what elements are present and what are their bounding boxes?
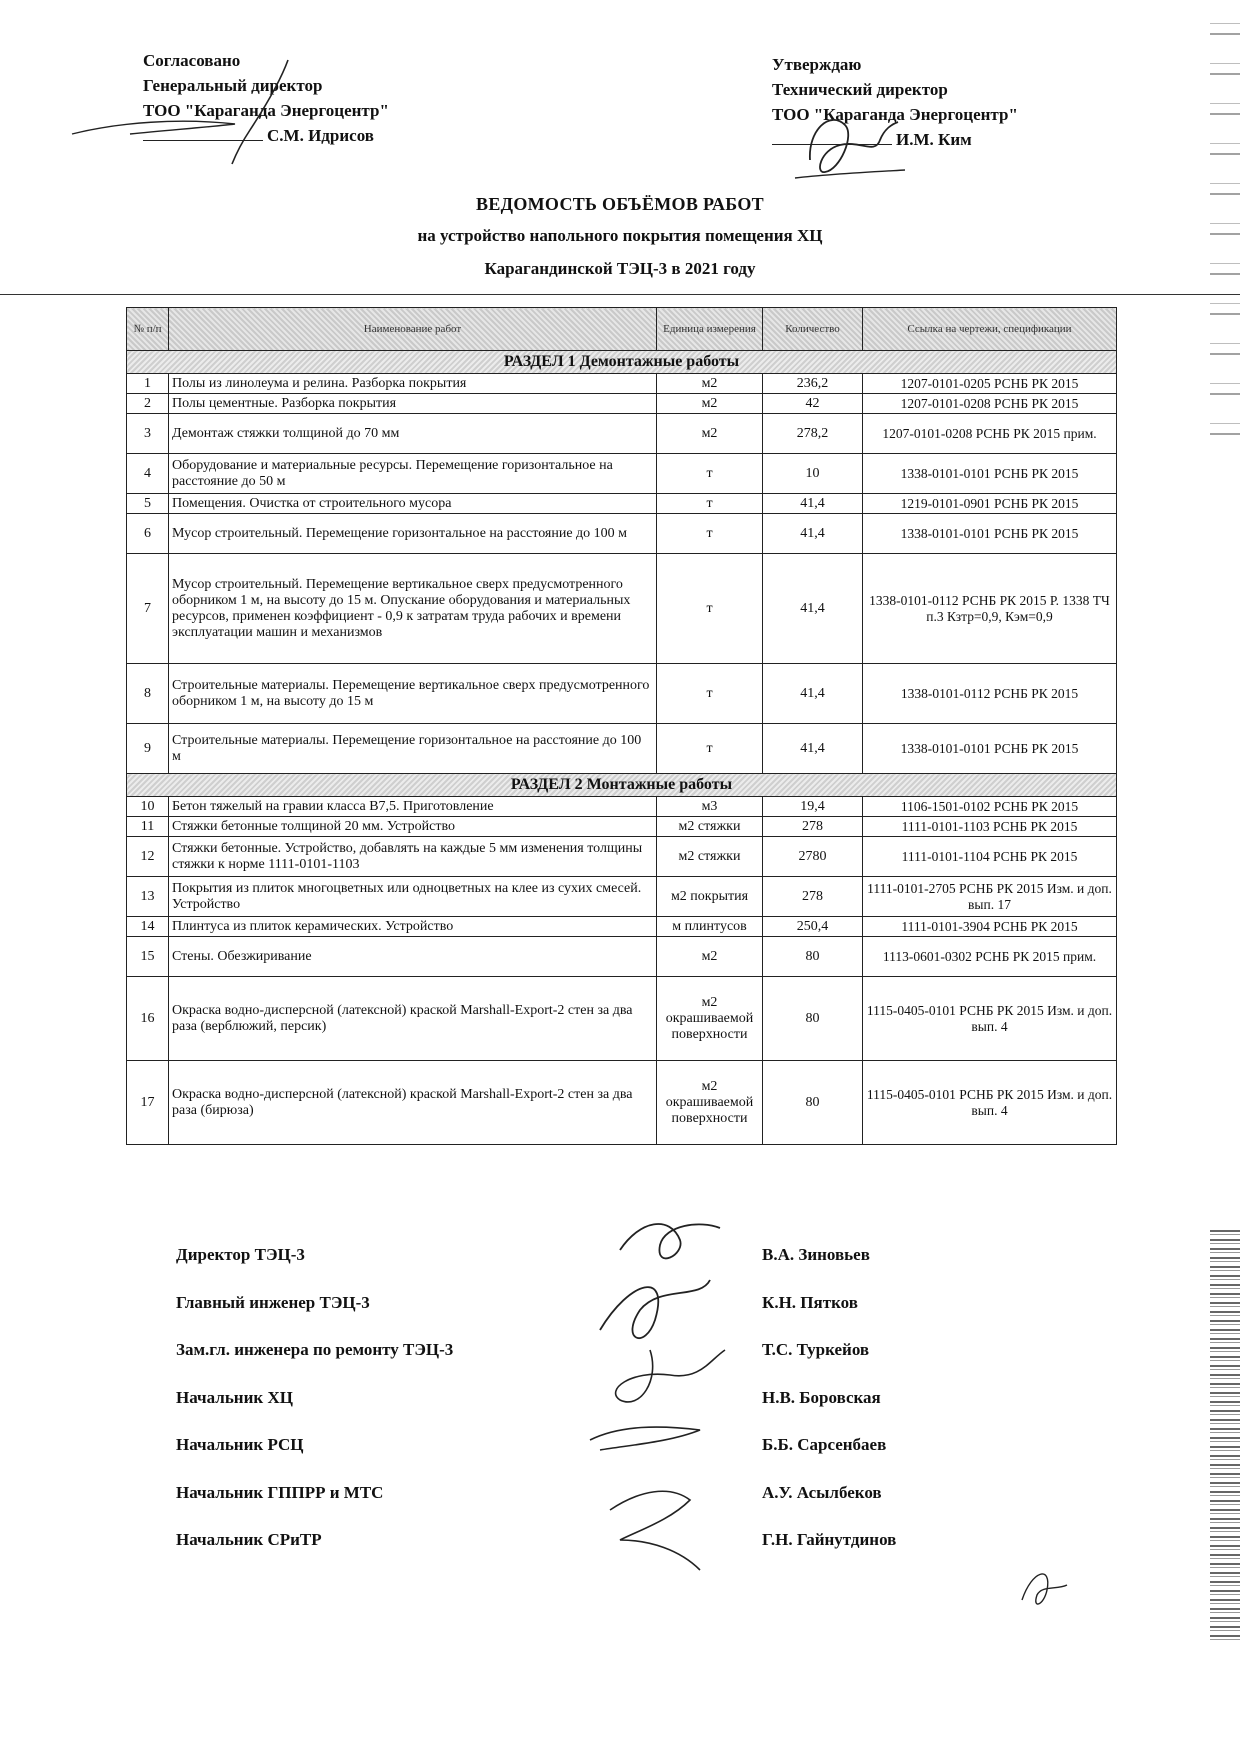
signatory-name: Н.В. Боровская bbox=[762, 1387, 881, 1407]
row-reference: 1338-0101-0112 РСНБ РК 2015 Р. 1338 ТЧ п.3 Кзтр=0,9, Кэм=0,9 bbox=[863, 554, 1117, 664]
row-number: 10 bbox=[127, 797, 169, 817]
signatory-role: Начальник ХЦ bbox=[176, 1387, 293, 1407]
row-number: 11 bbox=[127, 817, 169, 837]
row-number: 1 bbox=[127, 374, 169, 394]
signatory-name: В.А. Зиновьев bbox=[762, 1245, 870, 1264]
table-row bbox=[127, 1061, 1117, 1145]
row-quantity: 236,2 bbox=[763, 374, 863, 394]
row-work-name: Строительные материалы. Перемещение горизонтальное на расстояние до 100 м bbox=[169, 724, 657, 774]
row-quantity: 41,4 bbox=[763, 494, 863, 514]
signatory-role: Директор ТЭЦ-3 bbox=[176, 1245, 305, 1264]
row-unit: т bbox=[657, 664, 763, 724]
row-work-name: Полы цементные. Разборка покрытия bbox=[169, 394, 657, 414]
row-reference: 1115-0405-0101 РСНБ РК 2015 Изм. и доп. вып. 4 bbox=[863, 1061, 1117, 1145]
col-header-number: № п/п bbox=[127, 308, 169, 351]
row-reference: 1207-0101-0205 РСНБ РК 2015 bbox=[863, 374, 1117, 394]
table-row bbox=[127, 394, 1117, 414]
row-quantity: 41,4 bbox=[763, 554, 863, 664]
row-work-name: Окраска водно-дисперсной (латексной) краской Marshall-Export-2 стен за два раза (бирюза) bbox=[169, 1061, 657, 1145]
row-unit: т bbox=[657, 724, 763, 774]
row-reference: 1111-0101-2705 РСНБ РК 2015 Изм. и доп. вып. 17 bbox=[863, 877, 1117, 917]
col-header-quantity: Количество bbox=[763, 308, 863, 351]
row-unit: м3 bbox=[657, 797, 763, 817]
row-reference: 1338-0101-0112 РСНБ РК 2015 bbox=[863, 664, 1117, 724]
row-quantity: 250,4 bbox=[763, 917, 863, 937]
approval-right-status: Утверждаю bbox=[772, 55, 862, 74]
document-subtitle-2: Карагандинской ТЭЦ-3 в 2021 году bbox=[484, 259, 756, 278]
signatory-name: К.Н. Пятков bbox=[762, 1292, 858, 1312]
row-work-name: Стены. Обезжиривание bbox=[169, 937, 657, 977]
signature-right-drawing bbox=[790, 100, 910, 200]
row-unit: т bbox=[657, 554, 763, 664]
row-reference: 1115-0405-0101 РСНБ РК 2015 Изм. и доп. вып. 4 bbox=[863, 977, 1117, 1061]
row-number: 14 bbox=[127, 917, 169, 937]
row-reference: 1111-0101-1103 РСНБ РК 2015 bbox=[863, 817, 1117, 837]
row-quantity: 41,4 bbox=[763, 664, 863, 724]
row-unit: м2 окрашиваемой поверхности bbox=[657, 977, 763, 1061]
row-unit: т bbox=[657, 454, 763, 494]
col-header-name: Наименование работ bbox=[169, 308, 657, 351]
row-work-name: Плинтуса из плиток керамических. Устройство bbox=[169, 917, 657, 937]
section-row-2 bbox=[127, 774, 1117, 797]
row-unit: т bbox=[657, 514, 763, 554]
row-quantity: 41,4 bbox=[763, 514, 863, 554]
row-work-name: Строительные материалы. Перемещение вертикальное сверх предусмотренного оборником 1 м, на высоту до 15 м bbox=[169, 664, 657, 724]
row-quantity: 80 bbox=[763, 937, 863, 977]
row-unit: м2 bbox=[657, 414, 763, 454]
table-row bbox=[127, 374, 1117, 394]
table-row bbox=[127, 877, 1117, 917]
signature-left-drawing bbox=[60, 52, 320, 172]
row-number: 13 bbox=[127, 877, 169, 917]
row-work-name: Полы из линолеума и релина. Разборка покрытия bbox=[169, 374, 657, 394]
row-unit: м2 стяжки bbox=[657, 817, 763, 837]
scan-barcode-bottom bbox=[1210, 1230, 1240, 1640]
row-quantity: 278,2 bbox=[763, 414, 863, 454]
signatory-name: Г.Н. Гайнутдинов bbox=[762, 1530, 897, 1549]
approval-left-name: С.М. Идрисов bbox=[267, 126, 374, 145]
row-number: 3 bbox=[127, 414, 169, 454]
table-row bbox=[127, 837, 1117, 877]
approval-right-position: Технический директор bbox=[772, 80, 948, 99]
row-work-name: Стяжки бетонные толщиной 20 мм. Устройство bbox=[169, 817, 657, 837]
signatory-role: Начальник ГППРР и МТС bbox=[176, 1482, 384, 1502]
scan-barcode-top bbox=[1210, 15, 1240, 445]
row-reference: 1338-0101-0101 РСНБ РК 2015 bbox=[863, 724, 1117, 774]
table-row bbox=[127, 554, 1117, 664]
row-quantity: 10 bbox=[763, 454, 863, 494]
row-quantity: 80 bbox=[763, 977, 863, 1061]
row-work-name: Помещения. Очистка от строительного мусора bbox=[169, 494, 657, 514]
table-header-row bbox=[127, 308, 1117, 351]
table-row bbox=[127, 514, 1117, 554]
row-number: 15 bbox=[127, 937, 169, 977]
table-row bbox=[127, 937, 1117, 977]
row-unit: м2 покрытия bbox=[657, 877, 763, 917]
section-row-1 bbox=[127, 351, 1117, 374]
signatory-role: Главный инженер ТЭЦ-3 bbox=[176, 1292, 370, 1312]
row-reference: 1219-0101-0901 РСНБ РК 2015 bbox=[863, 494, 1117, 514]
row-reference: 1338-0101-0101 РСНБ РК 2015 bbox=[863, 454, 1117, 494]
signatory-role: Начальник РСЦ bbox=[176, 1435, 304, 1454]
approval-right-company: ТОО "Караганда Энергоцентр" bbox=[772, 105, 1018, 124]
section-title: РАЗДЕЛ 1 Демонтажные работы bbox=[127, 351, 1117, 374]
row-unit: м2 bbox=[657, 937, 763, 977]
initials-drawing bbox=[1012, 1560, 1082, 1620]
scan-fold-line bbox=[0, 294, 1240, 295]
row-work-name: Стяжки бетонные. Устройство, добавлять на каждые 5 мм изменения толщины стяжки к норме 1111-0101-1103 bbox=[169, 837, 657, 877]
document-title: ВЕДОМОСТЬ ОБЪЁМОВ РАБОТ bbox=[476, 194, 764, 214]
row-quantity: 278 bbox=[763, 817, 863, 837]
signatory-role: Начальник СРиТР bbox=[176, 1530, 322, 1549]
row-reference: 1113-0601-0302 РСНБ РК 2015 прим. bbox=[863, 937, 1117, 977]
col-header-unit: Единица измерения bbox=[657, 308, 763, 351]
row-work-name: Покрытия из плиток многоцветных или одноцветных на клее из сухих смесей. Устройство bbox=[169, 877, 657, 917]
row-work-name: Оборудование и материальные ресурсы. Перемещение горизонтальное на расстояние до 50 м bbox=[169, 454, 657, 494]
approval-left-status: Согласовано bbox=[143, 51, 241, 70]
row-quantity: 80 bbox=[763, 1061, 863, 1145]
approval-left-company: ТОО "Караганда Энергоцентр" bbox=[143, 101, 389, 120]
row-unit: м2 окрашиваемой поверхности bbox=[657, 1061, 763, 1145]
table-row bbox=[127, 494, 1117, 514]
row-number: 17 bbox=[127, 1061, 169, 1145]
row-number: 9 bbox=[127, 724, 169, 774]
row-unit: м2 bbox=[657, 394, 763, 414]
row-number: 2 bbox=[127, 394, 169, 414]
table-body bbox=[127, 351, 1117, 1145]
row-work-name: Окраска водно-дисперсной (латексной) краской Marshall-Export-2 стен за два раза (верблюжий, персик) bbox=[169, 977, 657, 1061]
row-unit: т bbox=[657, 494, 763, 514]
approval-left-position: Генеральный директор bbox=[143, 76, 323, 95]
row-reference: 1207-0101-0208 РСНБ РК 2015 прим. bbox=[863, 414, 1117, 454]
signatory-name: Б.Б. Сарсенбаев bbox=[762, 1435, 887, 1454]
row-reference: 1207-0101-0208 РСНБ РК 2015 bbox=[863, 394, 1117, 414]
row-reference: 1111-0101-1104 РСНБ РК 2015 bbox=[863, 837, 1117, 877]
row-unit: м плинтусов bbox=[657, 917, 763, 937]
works-volume-table bbox=[126, 307, 1117, 1145]
table-row bbox=[127, 664, 1117, 724]
table-row bbox=[127, 977, 1117, 1061]
row-work-name: Мусор строительный. Перемещение вертикальное сверх предусмотренного оборником 1 м, на высоту до 15 м. Опускание оборудования и материальных ресурсов, применен коэффициент - 0,9 к затратам труда рабочих и времени эксплуатации машин и механизмов bbox=[169, 554, 657, 664]
row-work-name: Мусор строительный. Перемещение горизонтальное на расстояние до 100 м bbox=[169, 514, 657, 554]
col-header-reference: Ссылка на чертежи, спецификации bbox=[863, 308, 1117, 351]
row-unit: м2 стяжки bbox=[657, 837, 763, 877]
row-reference: 1338-0101-0101 РСНБ РК 2015 bbox=[863, 514, 1117, 554]
signatures-drawing bbox=[560, 1210, 760, 1590]
row-reference: 1106-1501-0102 РСНБ РК 2015 bbox=[863, 797, 1117, 817]
row-quantity: 19,4 bbox=[763, 797, 863, 817]
document-subtitle: на устройство напольного покрытия помещения ХЦ bbox=[417, 226, 823, 245]
row-number: 7 bbox=[127, 554, 169, 664]
row-reference: 1111-0101-3904 РСНБ РК 2015 bbox=[863, 917, 1117, 937]
row-number: 16 bbox=[127, 977, 169, 1061]
signatory-name: Т.С. Туркейов bbox=[762, 1340, 870, 1359]
table-row bbox=[127, 414, 1117, 454]
row-work-name: Демонтаж стяжки толщиной до 70 мм bbox=[169, 414, 657, 454]
row-number: 6 bbox=[127, 514, 169, 554]
row-number: 4 bbox=[127, 454, 169, 494]
row-number: 12 bbox=[127, 837, 169, 877]
row-quantity: 2780 bbox=[763, 837, 863, 877]
row-work-name: Бетон тяжелый на гравии класса В7,5. Приготовление bbox=[169, 797, 657, 817]
row-quantity: 41,4 bbox=[763, 724, 863, 774]
table-row bbox=[127, 797, 1117, 817]
row-unit: м2 bbox=[657, 374, 763, 394]
signatory-role: Зам.гл. инженера по ремонту ТЭЦ-3 bbox=[176, 1340, 454, 1359]
table-row bbox=[127, 817, 1117, 837]
row-number: 8 bbox=[127, 664, 169, 724]
row-quantity: 278 bbox=[763, 877, 863, 917]
row-number: 5 bbox=[127, 494, 169, 514]
table-row bbox=[127, 724, 1117, 774]
section-title: РАЗДЕЛ 2 Монтажные работы bbox=[127, 774, 1117, 797]
row-quantity: 42 bbox=[763, 394, 863, 414]
table-row bbox=[127, 454, 1117, 494]
signatory-name: А.У. Асылбеков bbox=[762, 1482, 882, 1502]
approval-right-name: И.М. Ким bbox=[896, 130, 972, 149]
table-row bbox=[127, 917, 1117, 937]
